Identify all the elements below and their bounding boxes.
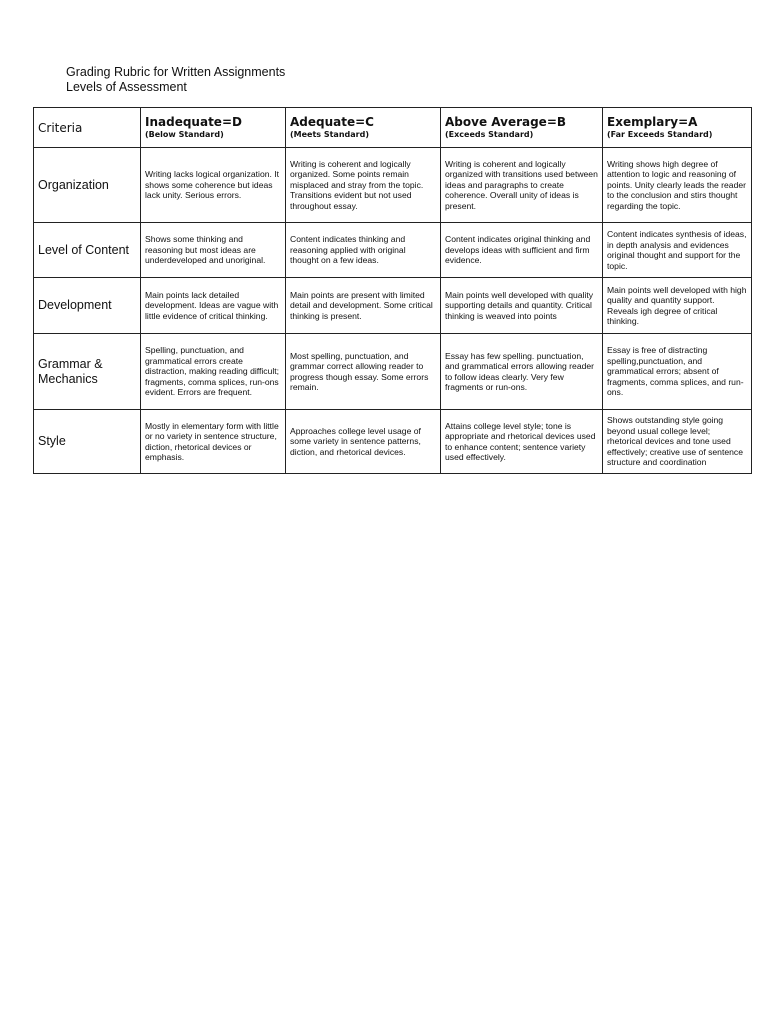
criterion-cell: Organization <box>34 148 141 223</box>
rubric-cell: Essay has few spelling. punctuation, and grammatical errors allowing reader to follow ideas clearly. Very few fragments or run-ons. <box>441 334 603 410</box>
level-subtitle: (Meets Standard) <box>290 129 369 139</box>
rubric-cell: Content indicates thinking and reasoning applied with original thought on a few ideas. <box>286 223 441 278</box>
rubric-cell: Content indicates synthesis of ideas, in depth analysis and evidences original thought and support for the topic. <box>603 223 752 278</box>
criteria-header: Criteria <box>34 108 141 148</box>
criterion-cell: Grammar & Mechanics <box>34 334 141 410</box>
criterion-cell: Level of Content <box>34 223 141 278</box>
level-title: Inadequate=D <box>145 114 242 129</box>
rubric-cell: Shows some thinking and reasoning but most ideas are underdeveloped and unoriginal. <box>141 223 286 278</box>
document-title: Grading Rubric for Written Assignments <box>66 65 286 79</box>
level-subtitle: (Far Exceeds Standard) <box>607 129 713 139</box>
rubric-table <box>33 107 752 474</box>
rubric-cell: Mostly in elementary form with little or no variety in sentence structure, diction, rhetorical devices or emphasis. <box>141 410 286 474</box>
level-title: Adequate=C <box>290 114 374 129</box>
level-subtitle: (Exceeds Standard) <box>445 129 534 139</box>
level-header-d <box>141 108 286 148</box>
level-header-b <box>441 108 603 148</box>
document-header <box>66 65 285 95</box>
table-row-grammar-mechanics <box>34 334 752 410</box>
rubric-cell: Writing lacks logical organization. It shows some coherence but ideas lack unity. Serious errors. <box>141 148 286 223</box>
rubric-cell: Main points well developed with quality supporting details and quantity. Critical thinking is weaved into points <box>441 278 603 334</box>
rubric-cell: Essay is free of distracting spelling,punctuation, and grammatical errors; absent of fragments, comma splices, and run-ons. <box>603 334 752 410</box>
rubric-cell: Most spelling, punctuation, and grammar correct allowing reader to progress though essay. Some errors remain. <box>286 334 441 410</box>
level-title: Above Average=B <box>445 114 567 129</box>
level-header-a <box>603 108 752 148</box>
table-row-organization <box>34 148 752 223</box>
criterion-cell: Style <box>34 410 141 474</box>
table-row-level-of-content <box>34 223 752 278</box>
rubric-cell: Writing is coherent and logically organized with transitions used between ideas and paragraphs to create coherence. Overall unity of ideas is present. <box>441 148 603 223</box>
rubric-cell: Main points well developed with high quality and quantity support. Reveals igh degree of critical thinking. <box>603 278 752 334</box>
criterion-cell: Development <box>34 278 141 334</box>
level-subtitle: (Below Standard) <box>145 129 224 139</box>
table-row-development <box>34 278 752 334</box>
rubric-cell: Main points lack detailed development. Ideas are vague with little evidence of critical thinking. <box>141 278 286 334</box>
document-subtitle: Levels of Assessment <box>66 80 187 94</box>
rubric-cell: Attains college level style; tone is appropriate and rhetorical devices used to enhance content; sentence variety used effectively. <box>441 410 603 474</box>
rubric-cell: Writing is coherent and logically organized. Some points remain misplaced and stray from the topic. Transitions evident but not used throughout essay. <box>286 148 441 223</box>
rubric-cell: Spelling, punctuation, and grammatical errors create distraction, making reading difficult; fragments, comma splices, run-ons evident. Errors are frequent. <box>141 334 286 410</box>
table-row-style <box>34 410 752 474</box>
rubric-cell: Main points are present with limited detail and development. Some critical thinking is present. <box>286 278 441 334</box>
level-title: Exemplary=A <box>607 114 698 129</box>
header-row <box>34 108 752 148</box>
rubric-cell: Content indicates original thinking and develops ideas with sufficient and firm evidence. <box>441 223 603 278</box>
rubric-cell: Approaches college level usage of some variety in sentence patterns, diction, and rhetorical devices. <box>286 410 441 474</box>
rubric-cell: Shows outstanding style going beyond usual college level; rhetorical devices and tone used effectively; creative use of sentence structure and coordination <box>603 410 752 474</box>
level-header-c <box>286 108 441 148</box>
rubric-cell: Writing shows high degree of attention to logic and reasoning of points. Unity clearly leads the reader to the conclusion and stirs thought regarding the topic. <box>603 148 752 223</box>
